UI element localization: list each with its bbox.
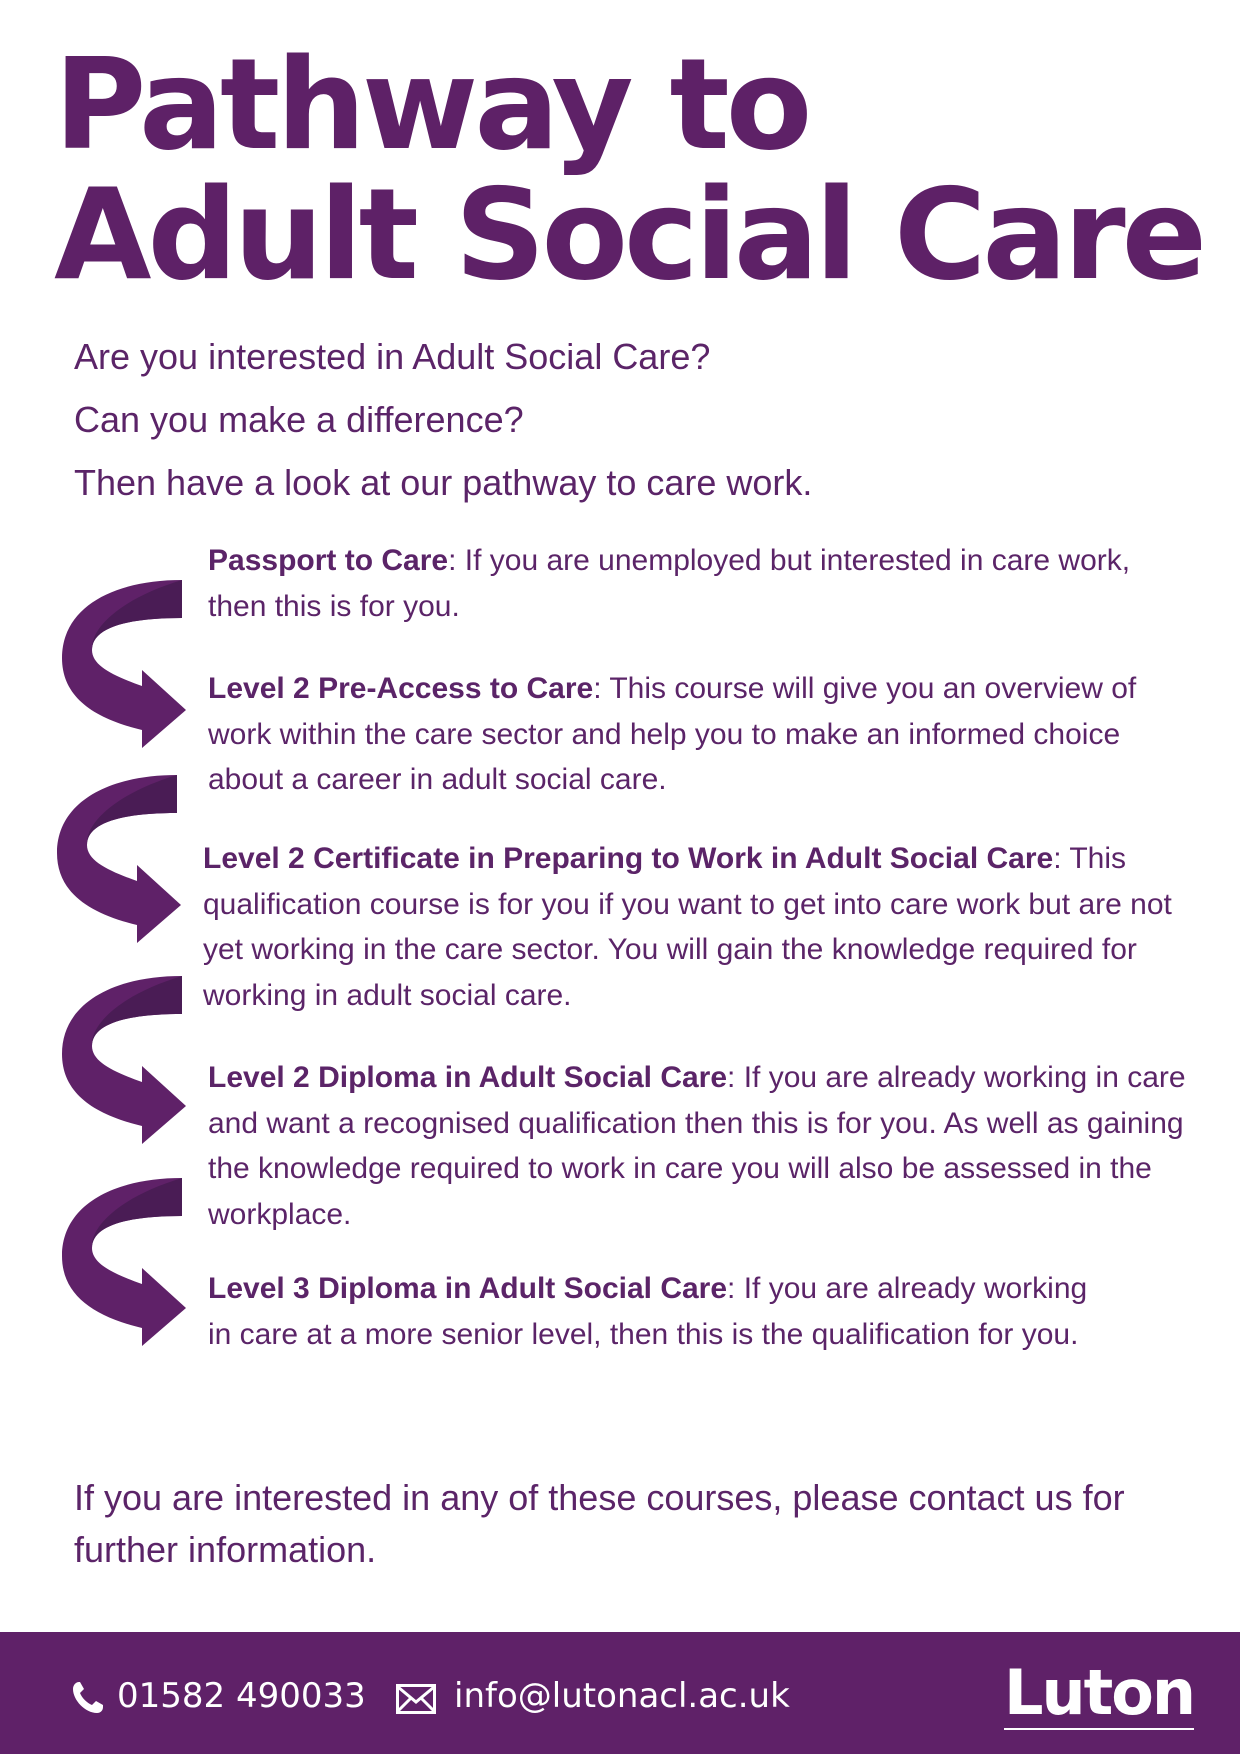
- contact-prompt: If you are interested in any of these courses, please contact us for further information.: [74, 1477, 1125, 1570]
- course-name: Level 2 Pre-Access to Care: [208, 672, 594, 705]
- course-name: Level 3 Diploma in Adult Social Care: [208, 1272, 728, 1305]
- curved-arrow-icon: [62, 974, 188, 1144]
- course-passport-to-care: [208, 538, 1148, 629]
- course-description: : If you are already working in care and want a recognised qualification then this is for you. As well as gaining the knowledge required to work in care you will also be assessed in the workplace.: [208, 1061, 1186, 1231]
- curved-arrow-icon: [57, 773, 183, 943]
- curved-arrow-icon: [62, 1176, 188, 1346]
- course-level2-diploma: [208, 1055, 1198, 1237]
- intro-line-2: Can you make a difference?: [74, 399, 524, 440]
- footer-bar: [0, 1632, 1240, 1754]
- intro-line-3: Then have a look at our pathway to care work.: [74, 462, 813, 503]
- intro-text: [74, 325, 812, 514]
- phone-icon: [72, 1680, 104, 1714]
- curved-arrow-icon: [62, 578, 188, 748]
- title-line-1: Pathway to: [54, 31, 809, 178]
- course-description: : This qualification course is for you if you want to get into care work but are not yet working in the care sector. You will gain the knowledge required for working in adult social care.: [203, 842, 1172, 1012]
- course-name: Passport to Care: [208, 544, 449, 577]
- email-link[interactable]: info@lutonacl.ac.uk: [454, 1676, 790, 1716]
- course-description: : This course will give you an overview of work within the care sector and help you to make an informed choice about a career in adult social care.: [208, 672, 1137, 796]
- course-description: : If you are already working in care at a more senior level, then this is the qualification for you.: [208, 1272, 1088, 1351]
- course-description: : If you are unemployed but interested in care work, then this is for you.: [208, 544, 1131, 623]
- phone-number[interactable]: 01582 490033: [117, 1676, 366, 1716]
- luton-logo: Luton: [1004, 1656, 1195, 1729]
- page-title: [54, 31, 1204, 308]
- course-level3-diploma: [208, 1266, 1108, 1357]
- intro-line-1: Are you interested in Adult Social Care?: [74, 336, 711, 377]
- course-name: Level 2 Diploma in Adult Social Care: [208, 1061, 728, 1094]
- course-certificate-preparing: [203, 836, 1183, 1018]
- title-line-2: Adult Social Care: [54, 161, 1204, 308]
- course-name: Level 2 Certificate in Preparing to Work in Adult Social Care: [203, 842, 1054, 875]
- envelope-icon: [396, 1684, 436, 1714]
- course-pre-access: [208, 666, 1183, 803]
